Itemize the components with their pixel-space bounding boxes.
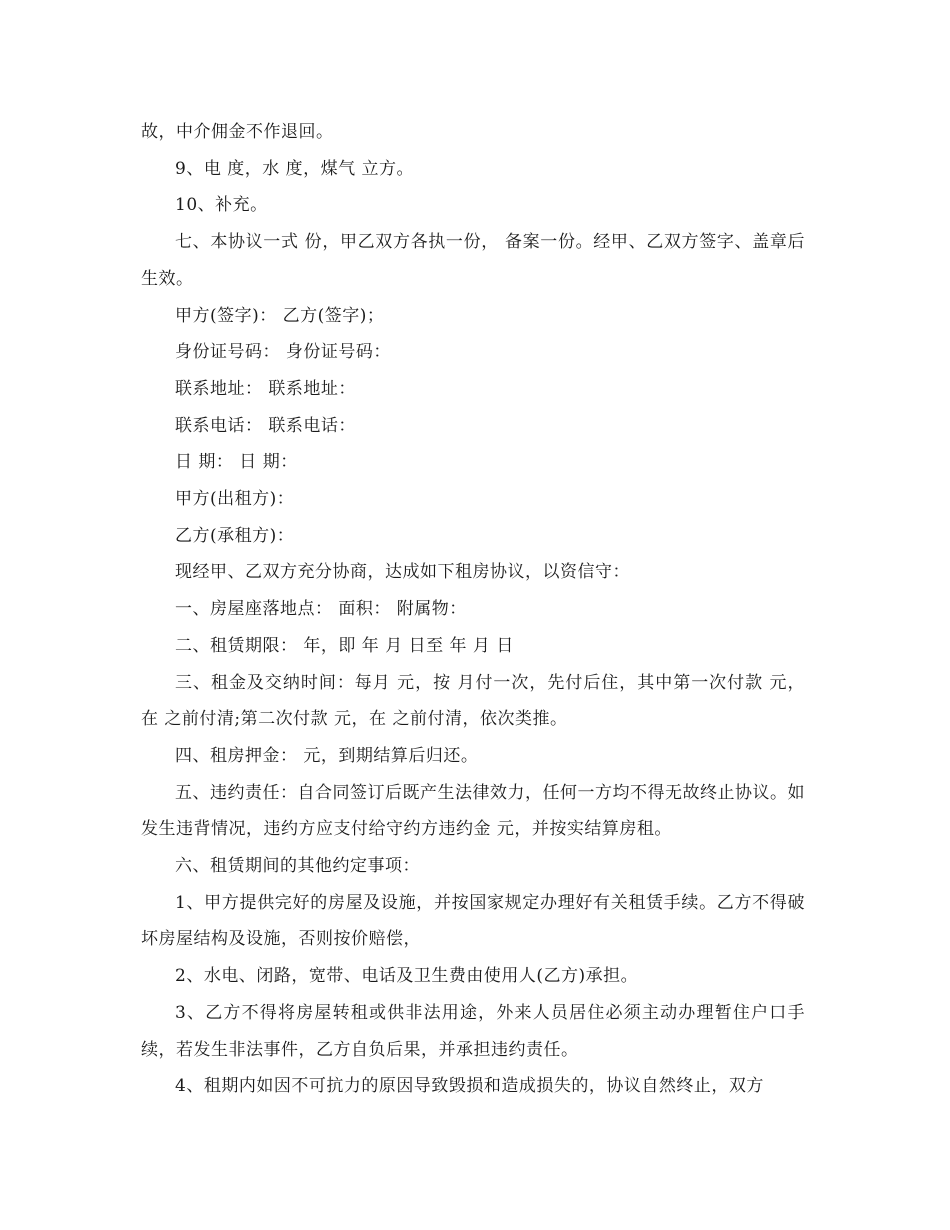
- paragraph-8: 日 期： 日 期：: [175, 452, 298, 473]
- paragraph-13: 二、租赁期限： 年，即 年 月 日至 年 月 日: [175, 635, 514, 656]
- paragraph-14: 三、租金及交纳时间：每月 元，按 月付一次，先付后住，其中第一次付款 元，在 之前付清;第二次付款 元，在 之前付清，依次类推。: [141, 672, 805, 730]
- paragraph-1: 9、电 度，水 度，煤气 立方。: [175, 158, 415, 179]
- paragraph-6: 联系地址： 联系地址：: [175, 378, 356, 399]
- paragraph-5: 身份证号码： 身份证号码：: [175, 342, 391, 363]
- paragraph-11: 现经甲、乙双方充分协商，达成如下租房协议，以资信守：: [175, 562, 630, 583]
- paragraph-15: 四、租房押金： 元，到期结算后归还。: [175, 745, 479, 766]
- paragraph-0: 故，中介佣金不作退回。: [141, 122, 334, 142]
- paragraph-3: 七、本协议一式 份，甲乙双方各执一份， 备案一份。经甲、乙双方签字、盖章后生效。: [141, 232, 805, 289]
- document-body: [141, 114, 805, 1105]
- paragraph-7: 联系电话： 联系电话：: [175, 415, 356, 436]
- paragraph-2: 10、补充。: [175, 195, 268, 216]
- paragraph-20: 3、乙方不得将房屋转租或供非法用途，外来人员居住必须主动办理暂住户口手续，若发生非法事件，乙方自负后果，并承担违约责任。: [141, 1002, 805, 1060]
- paragraph-9: 甲方(出租方)：: [175, 489, 295, 510]
- paragraph-16: 五、违约责任：自合同签订后既产生法律效力，任何一方均不得无故终止协议。如发生违背情况，违约方应支付给守约方违约金 元，并按实结算房租。: [141, 782, 805, 840]
- paragraph-10: 乙方(承租方)：: [175, 525, 295, 546]
- paragraph-18: 1、甲方提供完好的房屋及设施，并按国家规定办理好有关租赁手续。乙方不得破坏房屋结构及设施，否则按价赔偿，: [141, 892, 805, 950]
- paragraph-4: 甲方(签字)： 乙方(签字)；: [175, 305, 385, 326]
- paragraph-17: 六、租赁期间的其他约定事项：: [175, 856, 420, 877]
- paragraph-12: 一、房屋座落地点： 面积： 附属物：: [175, 599, 467, 620]
- paragraph-21: 4、租期内如因不可抗力的原因导致毁损和造成损失的，协议自然终止，双方: [175, 1076, 764, 1097]
- paragraph-19: 2、水电、闭路，宽带、电话及卫生费由使用人(乙方)承担。: [175, 966, 639, 987]
